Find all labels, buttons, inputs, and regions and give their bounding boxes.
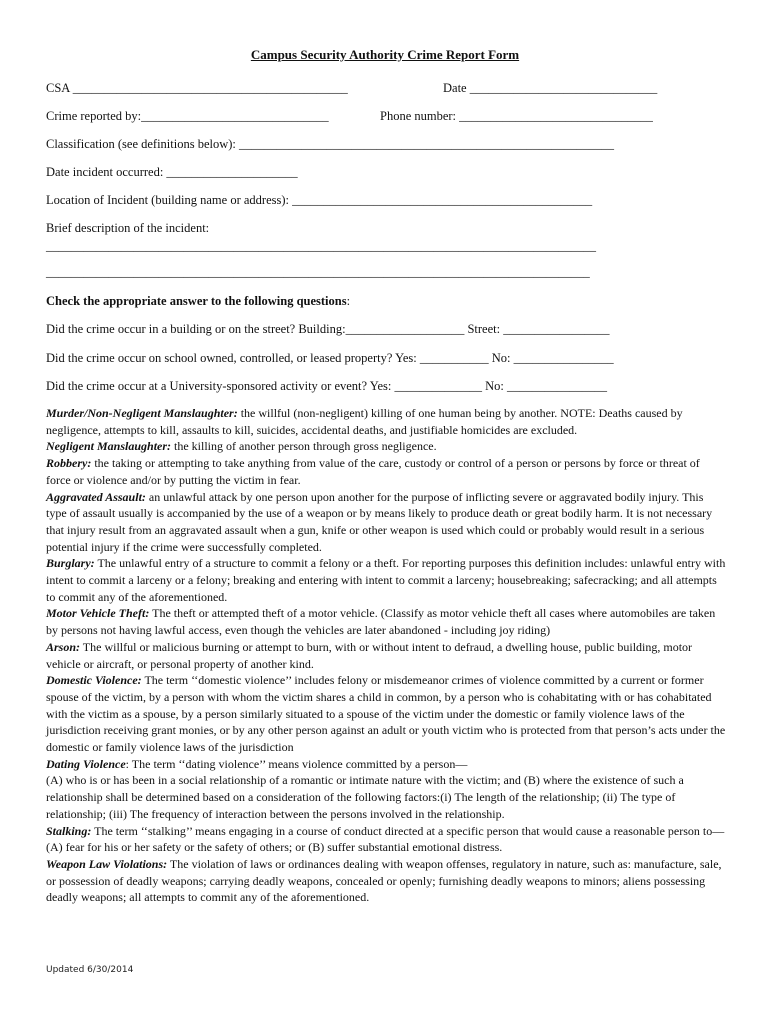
- brief-description-line-1[interactable]: ________________________________________________________________________________________: [46, 239, 596, 253]
- definition-term: Weapon Law Violations:: [46, 856, 168, 871]
- definition-text: the killing of another person through gross negligence.: [171, 439, 437, 454]
- definition-term: Motor Vehicle Theft:: [46, 606, 150, 621]
- definition-term: Domestic Violence:: [46, 673, 142, 688]
- definition-robbery: [46, 455, 726, 488]
- definition-arson: [46, 639, 726, 672]
- brief-description-line-2[interactable]: _______________________________________________________________________________________: [46, 265, 590, 279]
- question-building-street[interactable]: Did the crime occur in a building or on the street? Building:___________________ Street: _________________: [46, 322, 610, 336]
- phone-number-field[interactable]: Phone number: _______________________________: [380, 109, 653, 123]
- definition-text: The violation of laws or ordinances dealing with weapon offenses, regulatory in nature, such as: manufacture, sale, or possession of deadly weapons; carrying deadly weapons, concealed or openly; furnishing deadly weapons to minors; aliens possessing deadly weapons; all attempts to commit any of the aforementioned.: [46, 856, 722, 905]
- questions-heading: [46, 294, 350, 309]
- definition-dating-violence: [46, 756, 726, 773]
- definition-text: The unlawful entry of a structure to commit a felony or a theft. For reporting purposes this definition includes: unlawful entry with intent to commit a larceny or a felony; breaking and entering with intent to commit a larceny; housebreaking; safecracking; and all attempts to commit any of the aforementioned.: [46, 556, 726, 604]
- definition-text: The theft or attempted theft of a motor vehicle. (Classify as motor vehicle theft all cases where automobiles are taken by persons not having lawful access, even though the vehicles are later abandoned - including joy riding): [46, 606, 716, 638]
- question-school-property[interactable]: Did the crime occur on school owned, controlled, or leased property? Yes: ___________ No: ________________: [46, 351, 614, 365]
- definition-weapon-law-violations: [46, 856, 726, 906]
- updated-date-footer: Updated 6/30/2014: [46, 965, 134, 975]
- definitions-section: [46, 405, 726, 906]
- definition-text: an unlawful attack by one person upon another for the purpose of inflicting severe or aggravated bodily injury. This type of assault usually is accompanied by the use of a weapon or by means likely to produce death or great bodily harm. It is not necessary that injury result from an aggravated assault when a gun, knife or other weapon is used which could or probably would result in a serious potential injury if the crime were successfully completed.: [46, 489, 713, 554]
- questions-heading-colon: :: [346, 294, 351, 308]
- definition-text: the taking or attempting to take anything from value of the care, custody or control of a person or persons by force or threat of force or violence and/or by putting the victim in fear.: [46, 456, 700, 487]
- definition-text: the willful (non-negligent) killing of one human being by another. NOTE: Deaths caused by negligence, attempts to kill, assaults to kill, suicides, accidental deaths, and justifiable homicides are excluded.: [46, 406, 683, 437]
- definition-domestic-violence: [46, 672, 726, 756]
- classification-field[interactable]: Classification (see definitions below): ____________________________________________________________: [46, 137, 615, 151]
- definition-motor-vehicle-theft: [46, 605, 726, 638]
- definition-murder: [46, 405, 726, 438]
- brief-description-label: Brief description of the incident:: [46, 221, 210, 235]
- question-university-event[interactable]: Did the crime occur at a University-sponsored activity or event? Yes: ______________ No: ________________: [46, 379, 608, 393]
- date-field[interactable]: Date ______________________________: [443, 81, 658, 95]
- definition-text: The term ‘‘domestic violence’’ includes felony or misdemeanor crimes of violence committed by a current or former spouse of the victim, by a person with whom the victim shares a child in common, by a person who is cohabitating with or has cohabitated with the victim as a spouse, by a person similarly situated to a spouse of the victim under the domestic or family violence laws of the jurisdiction receiving grant monies, or by any other person against an adult or youth victim who is protected from that person’s acts under the domestic or family violence laws of the jurisdiction: [46, 673, 726, 755]
- definition-negligent-manslaughter: [46, 438, 726, 455]
- definition-term: Negligent Manslaughter:: [46, 439, 172, 454]
- page-title: Campus Security Authority Crime Report Form: [250, 47, 520, 62]
- definition-term: Murder/Non-Negligent Manslaughter:: [46, 406, 238, 420]
- crime-reported-by-field[interactable]: Crime reported by:______________________________: [46, 109, 329, 123]
- definition-term: Stalking:: [46, 823, 92, 838]
- definition-term: Robbery:: [46, 456, 92, 471]
- definition-burglary: [46, 555, 726, 605]
- definition-text: (A) who is or has been in a social relationship of a romantic or intimate nature with the victim; and (B) where the existence of such a relationship shall be determined based on a consideration of the following factors:(i) The length of the relationship; (ii) The type of relationship; (iii) The frequency of interaction between the persons involved in the relationship.: [46, 773, 684, 821]
- definition-term: Arson:: [46, 639, 81, 654]
- definition-term: Dating Violence: [46, 756, 126, 771]
- definition-text: : The term ‘‘dating violence’’ means violence committed by a person—: [125, 756, 468, 771]
- definition-aggravated-assault: [46, 489, 726, 556]
- definition-term: Aggravated Assault:: [46, 489, 146, 504]
- definition-text: The willful or malicious burning or attempt to burn, with or without intent to defraud, a dwelling house, public building, motor vehicle or aircraft, or personal property of another kind.: [46, 639, 693, 671]
- date-incident-field[interactable]: Date incident occurred: _____________________: [46, 165, 298, 179]
- definition-text: The term ‘‘stalking’’ means engaging in a course of conduct directed at a specific person that would cause a reasonable person to— (A) fear for his or her safety or the safety of others; or (B) suffer substantial emotional distress.: [46, 823, 725, 855]
- definition-dating-violence-detail: [46, 772, 726, 822]
- csa-field[interactable]: CSA ____________________________________________: [46, 81, 348, 95]
- definition-stalking: [46, 823, 726, 856]
- definition-term: Burglary:: [46, 556, 95, 571]
- questions-heading-text: Check the appropriate answer to the following questions: [46, 294, 347, 308]
- location-field[interactable]: Location of Incident (building name or address): ________________________________________________: [46, 193, 593, 207]
